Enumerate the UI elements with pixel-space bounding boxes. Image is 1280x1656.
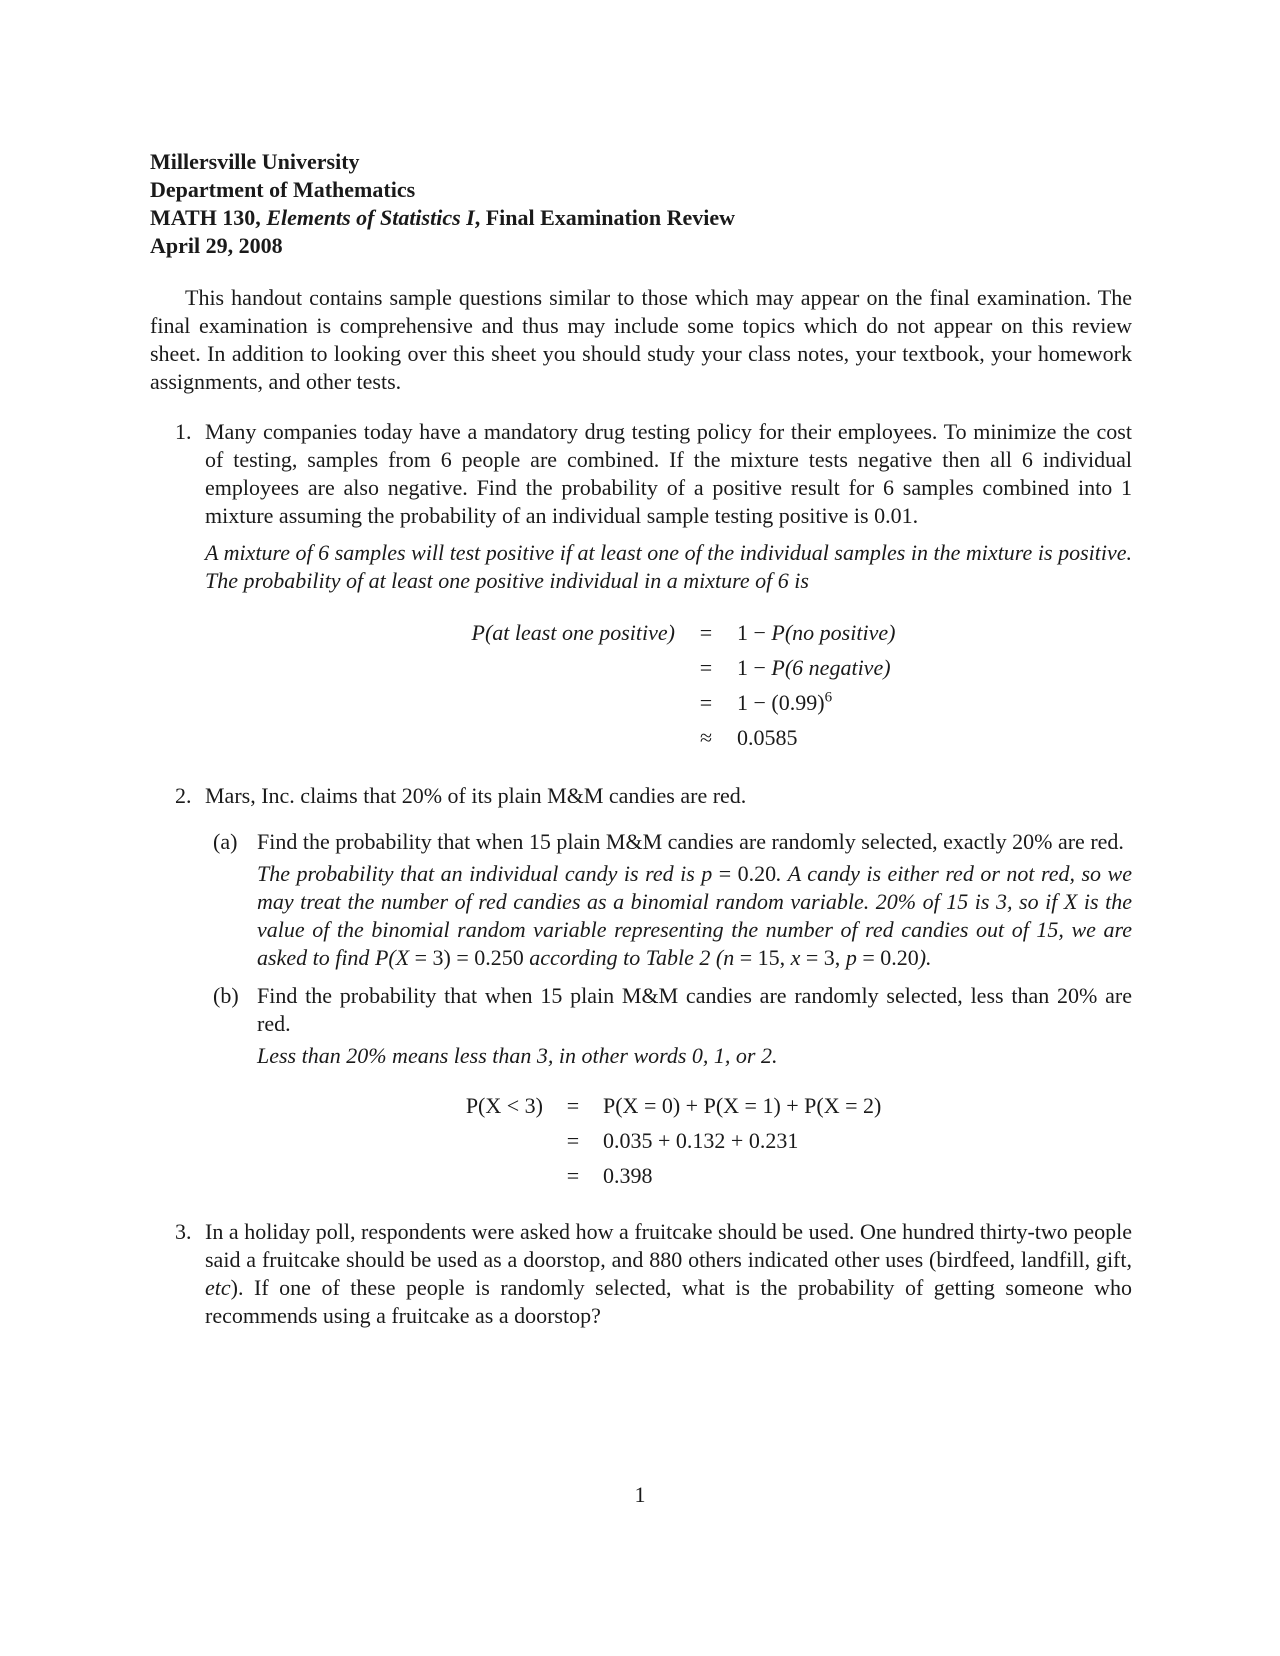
course-name: Elements of Statistics I	[266, 205, 475, 230]
equation-lhs: P(X < 3)	[465, 1093, 543, 1118]
equation-relation: =	[566, 1093, 580, 1118]
intro-paragraph: This handout contains sample questions similar to those which may appear on the final examination. The final examination is comprehensive and thus may include some topics which do not appear on this review sheet. In addition to looking over this sheet you should study your class notes, your textbook, your homework assignments, and other tests.	[150, 285, 1132, 394]
rhs-prefix: 1 − (0.99)	[737, 690, 825, 715]
document-date: April 29, 2008	[150, 233, 283, 258]
part-text: Find the probability that when 15 plain M&M candies are randomly selected, exactly 20% are red.	[257, 829, 1124, 854]
equation-rhs	[737, 724, 937, 752]
equation-relation: =	[566, 1163, 580, 1188]
question-2-part-b	[150, 982, 1132, 1070]
equation-rhs: P(X = 0) + P(X = 1) + P(X = 2)	[603, 1093, 882, 1118]
part-label: (b)	[213, 983, 239, 1008]
equation-relation: =	[699, 690, 713, 715]
equation-block	[432, 619, 1132, 752]
equation-relation: ≈	[699, 725, 713, 750]
question-number: 1.	[175, 419, 192, 444]
equation-block	[434, 1092, 1132, 1190]
page-number: 1	[634, 1482, 646, 1507]
question-1	[150, 418, 1132, 752]
rhs-exponent: 6	[824, 689, 833, 706]
document-header	[150, 148, 1132, 260]
question-2	[150, 782, 1132, 1190]
course-title	[150, 204, 1132, 232]
answer-text: A mixture of 6 samples will test positive if at least one of the individual samples in the mixture is positive. The probability of at least one positive individual in a mixture of 6 is	[205, 540, 1132, 593]
question-text: Many companies today have a mandatory drug testing policy for their employees. To minimize the cost of testing, samples from 6 people are combined. If the mixture tests negative then all 6 individual employees are also negative. Find the probability of a positive result for 6 samples combined into 1 mixture assuming the probability of an individual sample testing positive is 0.01.	[205, 419, 1132, 528]
rhs-prefix: 1 −	[737, 620, 772, 645]
part-answer: The probability that an individual candy is red is p = 0.20. A candy is either red or not red, so we may treat the number of red candies as a binomial random variable. 20% of 15 is 3, so if X is the value of the binomial random variable representing the number of red candies out of 15, we are asked to find P(X = 3) = 0.250 according to Table 2 (n = 15, x = 3, p = 0.20).	[257, 861, 1132, 970]
university-name: Millersville University	[150, 149, 360, 174]
rhs-prefix: 0.0585	[737, 725, 798, 750]
equation-rhs: 0.035 + 0.132 + 0.231	[603, 1128, 799, 1153]
course-code: MATH 130,	[150, 205, 261, 230]
equation-lhs: P(at least one positive)	[471, 620, 675, 645]
equation-rhs	[737, 689, 937, 717]
question-text: In a holiday poll, respondents were asked how a fruitcake should be used. One hundred thirty-two people said a fruitcake should be used as a doorstop, and 880 others indicated other uses (birdfeed, landfill, gift, etc). If one of these people is randomly selected, what is the probability of getting someone who recommends using a fruitcake as a doorstop?	[205, 1219, 1132, 1328]
equation-relation: =	[699, 620, 713, 645]
question-text: Mars, Inc. claims that 20% of its plain M&M candies are red.	[205, 783, 747, 808]
document-page	[150, 148, 1132, 1330]
course-suffix: , Final Examination Review	[474, 205, 736, 230]
part-label: (a)	[213, 829, 238, 854]
question-3	[150, 1218, 1132, 1330]
question-number: 3.	[175, 1219, 192, 1244]
department-name: Department of Mathematics	[150, 177, 416, 202]
question-2-part-a	[150, 828, 1132, 972]
rhs-prefix: 1 −	[737, 655, 772, 680]
part-text: Find the probability that when 15 plain M&M candies are randomly selected, less than 20% are red.	[257, 983, 1132, 1036]
part-answer: Less than 20% means less than 3, in other words 0, 1, or 2.	[257, 1043, 778, 1068]
equation-rhs	[737, 654, 937, 682]
equation-rhs: 0.398	[603, 1163, 653, 1188]
equation-relation: =	[566, 1128, 580, 1153]
equation-relation: =	[699, 655, 713, 680]
question-number: 2.	[175, 783, 192, 808]
rhs-italic: P(6 negative)	[771, 655, 891, 680]
equation-rhs	[737, 619, 937, 647]
rhs-italic: P(no positive)	[771, 620, 896, 645]
